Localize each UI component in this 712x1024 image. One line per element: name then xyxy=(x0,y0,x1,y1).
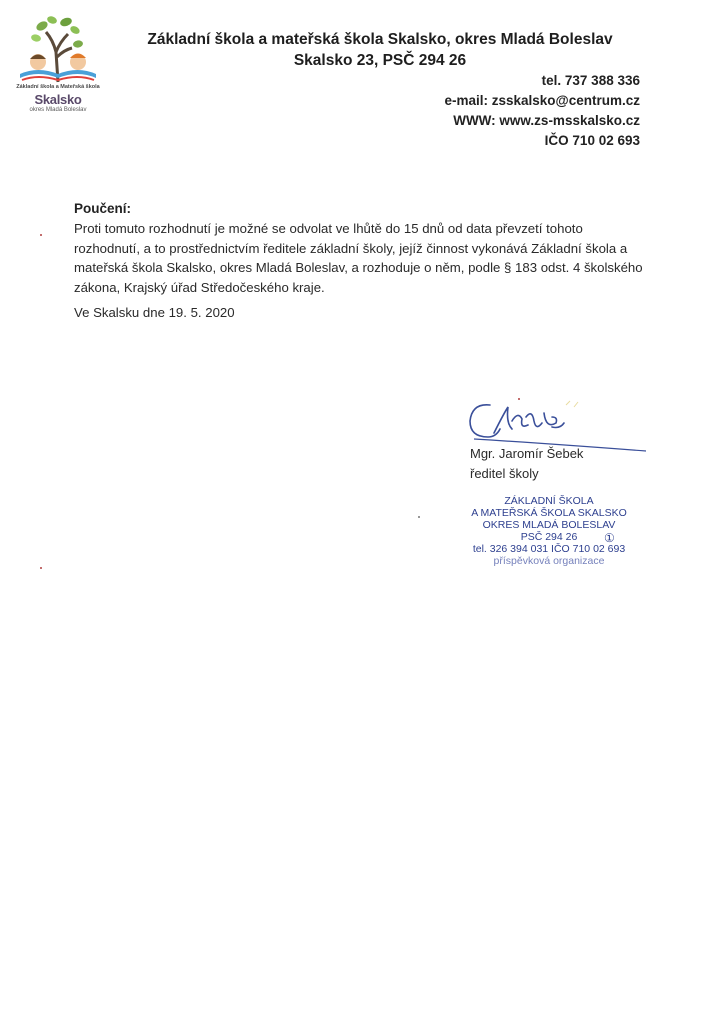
stamp-line: tel. 326 394 031 IČO 710 02 693 xyxy=(472,543,626,555)
stamp-line: ZÁKLADNÍ ŠKOLA xyxy=(504,495,594,507)
stamp-line: A MATEŘSKÁ ŠKOLA SKALSKO xyxy=(471,507,627,519)
stamp-line: příspěvková organizace xyxy=(493,555,605,567)
date-line: Ve Skalsku dne 19. 5. 2020 xyxy=(74,305,235,320)
stamp-line: PSČ 294 26 xyxy=(520,531,578,543)
body-paragraph xyxy=(74,219,654,297)
official-stamp xyxy=(444,495,654,580)
scan-speck xyxy=(418,516,420,518)
body-line: rozhodnutí, a to prostřednictvím ředitele základní školy, jejíž činnost vykonává Základní škola a xyxy=(74,240,628,256)
tree-children-logo-icon xyxy=(8,12,108,92)
stamp-line: OKRES MLADÁ BOLESLAV xyxy=(482,519,616,531)
scan-speck xyxy=(40,234,42,236)
body-line: mateřská škola Skalsko, okres Mladá Boleslav, a rozhoduje o něm, podle § 183 odst. 4 školského xyxy=(74,260,643,276)
body-line: zákona, Krajský úřad Středočeského kraje. xyxy=(74,279,325,295)
contact-email: e-mail: zsskalsko@centrum.cz xyxy=(444,93,640,108)
contact-phone: tel. 737 388 336 xyxy=(541,73,640,88)
stamp-number-mark: ① xyxy=(604,531,615,545)
signer-name: Mgr. Jaromír Šebek xyxy=(470,446,584,461)
contact-web: WWW: www.zs-msskalsko.cz xyxy=(453,113,640,128)
logo-text-village: Skalsko xyxy=(34,92,82,107)
logo-text-school: Základní škola a Mateřská škola xyxy=(16,84,100,90)
letterhead-address: Skalsko 23, PSČ 294 26 xyxy=(293,52,467,69)
handwritten-signature xyxy=(460,393,660,453)
body-line: Proti tomuto rozhodnutí je možné se odvolat ve lhůtě do 15 dnů od data převzetí tohoto xyxy=(74,221,583,236)
signer-role: ředitel školy xyxy=(470,466,539,481)
section-heading: Poučení: xyxy=(74,201,132,216)
contact-ico: IČO 710 02 693 xyxy=(544,133,640,148)
letterhead-title: Základní škola a mateřská škola Skalsko, okres Mladá Boleslav xyxy=(147,31,613,48)
logo-text-district: okres Mladá Boleslav xyxy=(29,107,87,113)
scan-speck xyxy=(40,567,42,569)
scan-speck xyxy=(518,398,520,400)
